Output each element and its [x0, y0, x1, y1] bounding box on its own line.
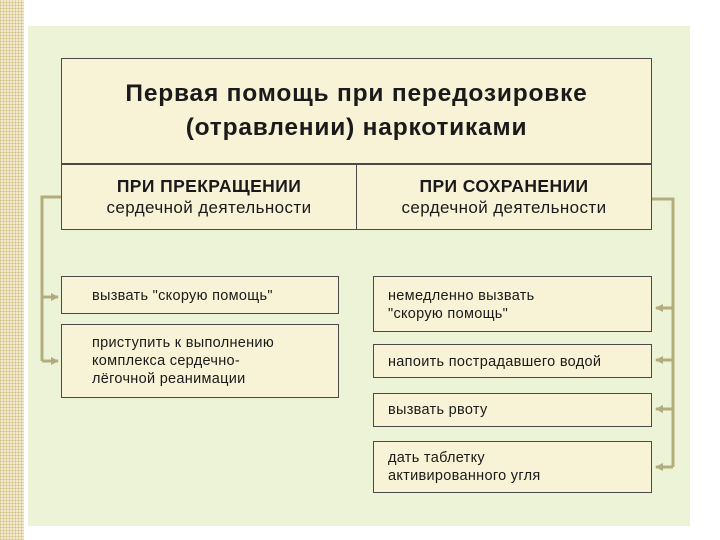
- right-step-3-line-1: вызвать рвоту: [388, 402, 488, 418]
- right-column-heading: [356, 164, 652, 230]
- diagram-title: [61, 58, 652, 164]
- title-line-1: Первая помощь при передозировке: [125, 80, 588, 107]
- left-step-call-ambulance: [61, 276, 339, 314]
- left-connector-trunk: [42, 197, 61, 361]
- left-column-heading: [61, 164, 357, 230]
- right-step-1-line-2: "скорую помощь": [388, 306, 509, 322]
- left-heading-sub: сердечной деятельности: [106, 198, 312, 217]
- right-step-induce-vomiting: [373, 393, 652, 427]
- title-line-2: (отравлении) наркотиками: [185, 114, 528, 141]
- right-step-4-line-1: дать таблетку: [388, 450, 485, 466]
- left-heading-main: ПРИ ПРЕКРАЩЕНИИ: [116, 176, 302, 196]
- left-step-2-line-2: комплекса сердечно-: [92, 353, 241, 369]
- left-step-1-line-1: вызвать "скорую помощь": [92, 288, 273, 304]
- left-step-resuscitation: [61, 324, 339, 398]
- right-step-1-line-1: немедленно вызвать: [388, 288, 535, 304]
- right-step-call-ambulance: [373, 276, 652, 332]
- right-heading-sub: сердечной деятельности: [401, 198, 607, 217]
- right-heading-main: ПРИ СОХРАНЕНИИ: [419, 176, 589, 196]
- right-step-activated-charcoal: [373, 441, 652, 493]
- right-step-4-line-2: активированного угля: [388, 468, 541, 484]
- right-step-give-water: [373, 344, 652, 378]
- right-step-2-line-1: напоить пострадавшего водой: [388, 354, 602, 370]
- left-step-2-line-1: приступить к выполнению: [92, 335, 275, 351]
- right-connector-trunk: [652, 199, 673, 467]
- left-step-2-line-3: лёгочной реанимации: [92, 371, 246, 387]
